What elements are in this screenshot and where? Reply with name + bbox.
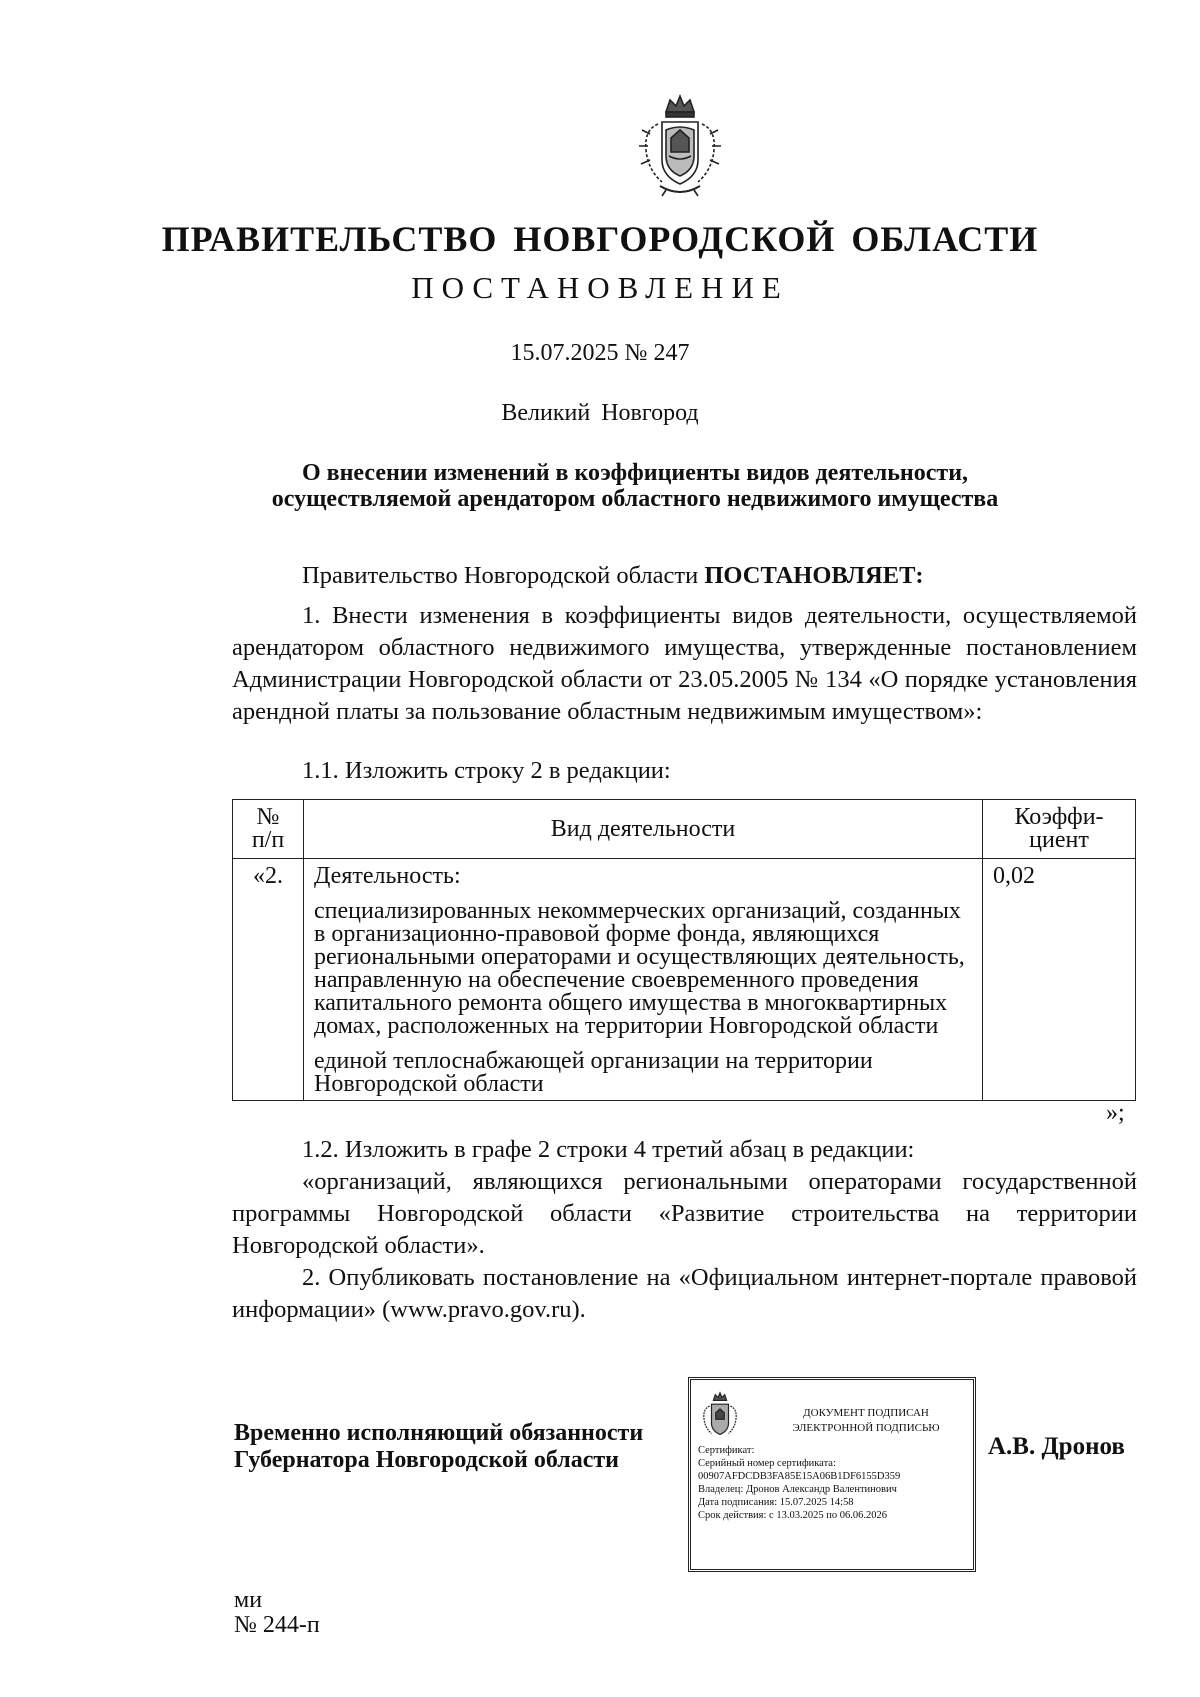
signatory-position-line-2: Губернатора Новгородской области xyxy=(234,1447,620,1473)
signatory-position xyxy=(234,1420,643,1474)
header-coefficient xyxy=(983,800,1136,859)
subject-line-1: О внесении изменений в коэффициенты видов деятельности, xyxy=(301,460,969,486)
stamp-details xyxy=(698,1444,974,1522)
stamp-cert-label: Сертификат: xyxy=(698,1445,755,1456)
table-row xyxy=(233,859,1136,1101)
activity-paragraph-2: единой теплоснабжающей организации на территории Новгородской области xyxy=(314,1048,873,1097)
table-closing-quote: »; xyxy=(1106,1100,1125,1126)
header-coefficient-line-2: циент xyxy=(1029,827,1089,853)
item-1-paragraph: 1. Внести изменения в коэффициенты видов деятельности, осуществляемой арендатором областного недвижимого имущества, утвержденные постановлением Администрации Новгородской области от 23.05.2005 № 134 «О порядке установления арендной платы за пользование областным недвижимым имуществом»: xyxy=(232,602,1137,725)
item-1-2-quote: «организаций, являющихся региональными операторами государственной программы Новгородской области «Развитие строительства на территории Новгородской области». xyxy=(232,1168,1137,1259)
document-subject xyxy=(200,460,1070,512)
stamp-validity: Срок действия: с 13.03.2025 по 06.06.2026 xyxy=(698,1510,887,1521)
document-city: Великий Новгород xyxy=(501,400,699,426)
activity-heading: Деятельность: xyxy=(314,863,461,889)
electronic-signature-stamp xyxy=(688,1377,976,1572)
stamp-title-line-1: ДОКУМЕНТ ПОДПИСАН xyxy=(803,1407,929,1419)
intro-resolves: ПОСТАНОВЛЯЕТ: xyxy=(704,562,924,589)
government-title: ПРАВИТЕЛЬСТВО НОВГОРОДСКОЙ ОБЛАСТИ xyxy=(161,219,1039,259)
item-1-2-paragraph: 1.2. Изложить в графе 2 строки 4 третий абзац в редакции: xyxy=(302,1136,915,1163)
header-number xyxy=(233,800,304,859)
table-header-row xyxy=(233,800,1136,859)
stamp-title-line-2: ЭЛЕКТРОННОЙ ПОДПИСЬЮ xyxy=(792,1422,940,1434)
stamp-sign-date: Дата подписания: 15.07.2025 14:58 xyxy=(698,1497,854,1508)
signatory-position-line-1: Временно исполняющий обязанности xyxy=(234,1420,644,1446)
coat-of-arms-emblem xyxy=(636,90,724,200)
stamp-title xyxy=(771,1406,961,1436)
reference-number: № 244-п xyxy=(234,1612,320,1638)
stamp-serial: 00907AFDCDB3FA85E15A06B1DF6155D359 xyxy=(698,1471,901,1482)
intro-text: Правительство Новгородской области xyxy=(302,562,705,589)
subject-line-2: осуществляемой арендатором областного недвижимого имущества xyxy=(271,486,999,512)
header-number-line-1: № xyxy=(256,804,280,830)
activity-paragraph-1: специализированных некоммерческих организаций, созданных в организационно-правовой форме фонда, являющихся региональными операторами и осуществляющих деятельность, направленную на обеспечение своевременного проведения капитального ремонта общего имущества в многоквартирных домах, расположенных на территории Новгородской области xyxy=(314,898,965,1039)
stamp-serial-label: Серийный номер сертификата: xyxy=(698,1458,836,1469)
header-number-line-2: п/п xyxy=(251,827,285,853)
row-number: «2. xyxy=(233,859,304,1101)
stamp-owner: Владелец: Дронов Александр Валентинович xyxy=(698,1484,897,1495)
stamp-emblem-icon xyxy=(698,1390,742,1442)
executor-initials: ми xyxy=(234,1587,263,1613)
row-activity xyxy=(304,859,983,1101)
intro-paragraph xyxy=(232,560,1137,592)
item-2-paragraph: 2. Опубликовать постановление на «Официальном интернет-портале правовой информации» (www.pravo.gov.ru). xyxy=(232,1264,1137,1323)
header-coefficient-line-1: Коэффи- xyxy=(1014,804,1104,830)
signer-name: А.В. Дронов xyxy=(988,1433,1125,1460)
item-1-1-paragraph: 1.1. Изложить строку 2 в редакции: xyxy=(302,757,671,784)
document-date-number: 15.07.2025 № 247 xyxy=(510,340,690,366)
row-coefficient: 0,02 xyxy=(983,859,1136,1101)
coefficient-table xyxy=(232,799,1136,1101)
document-type: ПОСТАНОВЛЕНИЕ xyxy=(411,270,789,305)
header-activity: Вид деятельности xyxy=(304,800,983,859)
